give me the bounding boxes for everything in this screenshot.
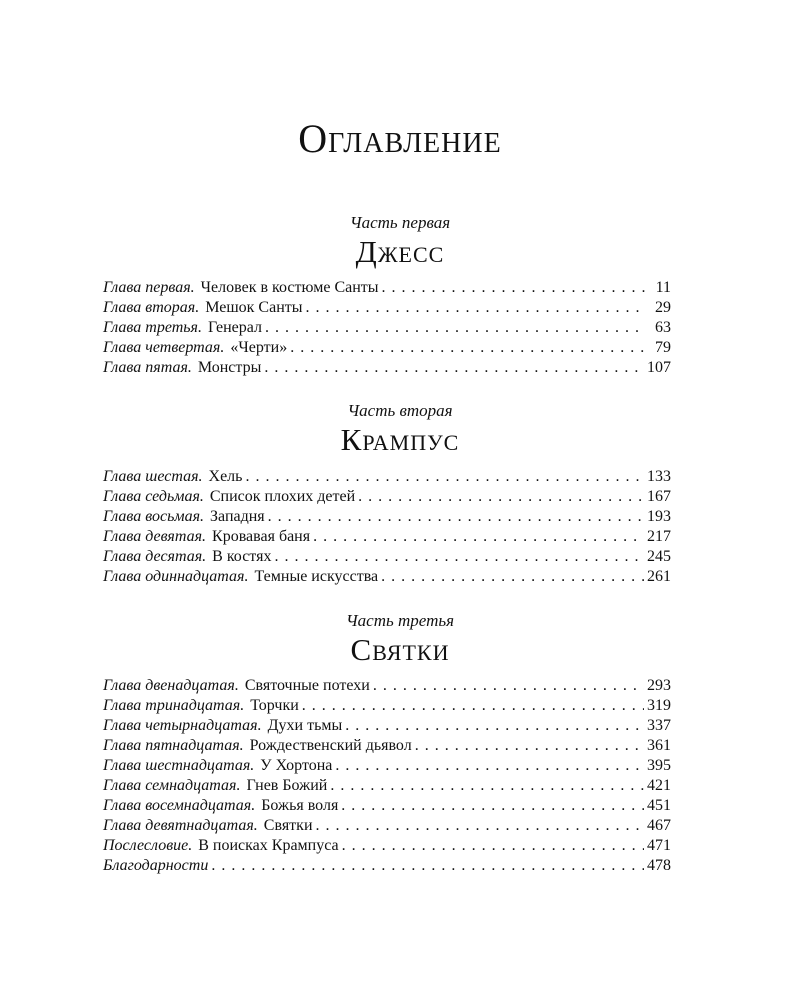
dot-leader [382, 278, 646, 298]
entry-name: «Черти» [230, 339, 288, 356]
part-heading [0, 213, 800, 270]
entry-name: Список плохих детей [209, 488, 356, 505]
entry-page: 467 [647, 817, 671, 834]
entry-lead: Глава шестнадцатая. [103, 757, 255, 774]
entry-page: 79 [655, 339, 671, 356]
entry-lead: Глава одиннадцатая. [103, 568, 249, 585]
toc-entry[interactable] [103, 298, 671, 318]
toc-entry[interactable] [103, 836, 671, 856]
entry-lead: Глава первая. [103, 279, 195, 296]
entry-lead: Глава двенадцатая. [103, 677, 239, 694]
entry-lead: Послесловие. [103, 837, 193, 854]
entry-name: У Хортона [260, 757, 333, 774]
dot-leader [341, 796, 644, 816]
entry-name: Святки [263, 817, 313, 834]
entry-lead: Глава вторая. [103, 299, 200, 316]
entry-lead: Глава девятнадцатая. [103, 817, 258, 834]
entry-lead: Глава девятая. [103, 528, 207, 545]
part-title: Святки [350, 632, 450, 667]
entry-page: 245 [647, 548, 671, 565]
entry-page: 63 [655, 319, 671, 336]
entry-name: Хель [208, 468, 243, 485]
toc-entry[interactable] [103, 776, 671, 796]
toc-list [103, 467, 671, 587]
entry-page: 421 [647, 777, 671, 794]
part-label: Часть первая [349, 213, 451, 232]
toc-entry[interactable] [103, 507, 671, 527]
entry-page: 261 [647, 568, 671, 585]
entry-page: 293 [647, 677, 671, 694]
entry-name: Генерал [207, 319, 263, 336]
toc-list [103, 278, 671, 378]
entry-lead: Глава четвертая. [103, 339, 225, 356]
dot-leader [245, 467, 644, 487]
toc-entry[interactable] [103, 676, 671, 696]
entry-name: Торчки [250, 697, 299, 714]
entry-lead: Благодарности [103, 857, 209, 874]
toc-entry[interactable] [103, 856, 671, 876]
toc-entry[interactable] [103, 716, 671, 736]
dot-leader [268, 507, 644, 527]
dot-leader [290, 338, 646, 358]
entry-lead: Глава пятая. [103, 359, 192, 376]
dot-leader [335, 756, 644, 776]
entry-page: 133 [647, 468, 671, 485]
toc-entry[interactable] [103, 318, 671, 338]
toc-entry[interactable] [103, 696, 671, 716]
toc-entry[interactable] [103, 527, 671, 547]
entry-name: Божья воля [261, 797, 339, 814]
entry-page: 193 [647, 508, 671, 525]
toc-entry[interactable] [103, 358, 671, 378]
toc-entry[interactable] [103, 487, 671, 507]
entry-page: 337 [647, 717, 671, 734]
toc-list [103, 676, 671, 876]
entry-page: 11 [655, 279, 671, 296]
entry-page: 217 [647, 528, 671, 545]
entry-name: Духи тьмы [267, 717, 343, 734]
dot-leader [373, 676, 644, 696]
page-title: Оглавление [298, 116, 502, 161]
entry-page: 395 [647, 757, 671, 774]
toc-entry[interactable] [103, 796, 671, 816]
part-title: Крампус [340, 422, 460, 457]
entry-name: Гнев Божий [246, 777, 328, 794]
dot-leader [381, 567, 644, 587]
entry-page: 29 [655, 299, 671, 316]
entry-name: В поисках Крампуса [198, 837, 339, 854]
part-label: Часть вторая [347, 401, 453, 420]
entry-lead: Глава семнадцатая. [103, 777, 241, 794]
entry-lead: Глава пятнадцатая. [103, 737, 244, 754]
entry-lead: Глава седьмая. [103, 488, 204, 505]
dot-leader [313, 527, 644, 547]
entry-name: Монстры [197, 359, 262, 376]
entry-lead: Глава восьмая. [103, 508, 205, 525]
entry-page: 107 [647, 359, 671, 376]
part-title: Джесс [355, 234, 445, 269]
entry-page: 451 [647, 797, 671, 814]
entry-name: Рождественский дьявол [249, 737, 412, 754]
dot-leader [302, 696, 644, 716]
entry-lead: Глава шестая. [103, 468, 203, 485]
part-heading [0, 401, 800, 458]
dot-leader [264, 358, 644, 378]
dot-leader [211, 856, 644, 876]
dot-leader [330, 776, 644, 796]
part-label: Часть третья [345, 611, 455, 630]
entry-page: 478 [647, 857, 671, 874]
dot-leader [316, 816, 645, 836]
dot-leader [306, 298, 647, 318]
dot-leader [358, 487, 644, 507]
entry-lead: Глава четырнадцатая. [103, 717, 262, 734]
dot-leader [345, 716, 644, 736]
part-heading [0, 611, 800, 668]
dot-leader [274, 547, 644, 567]
entry-name: В костях [212, 548, 272, 565]
entry-name: Темные искусства [254, 568, 379, 585]
toc-entry[interactable] [103, 816, 671, 836]
dot-leader [415, 736, 644, 756]
toc-entry[interactable] [103, 338, 671, 358]
entry-lead: Глава десятая. [103, 548, 207, 565]
entry-name: Святочные потехи [244, 677, 370, 694]
entry-page: 361 [647, 737, 671, 754]
dot-leader [265, 318, 646, 338]
toc-entry[interactable] [103, 547, 671, 567]
entry-name: Кровавая баня [212, 528, 311, 545]
entry-name: Западня [210, 508, 265, 525]
entry-lead: Глава третья. [103, 319, 202, 336]
entry-name: Мешок Санты [205, 299, 303, 316]
entry-page: 319 [647, 697, 671, 714]
entry-lead: Глава тринадцатая. [103, 697, 245, 714]
toc-entry[interactable] [103, 567, 671, 587]
entry-page: 471 [647, 837, 671, 854]
entry-page: 167 [647, 488, 671, 505]
dot-leader [342, 836, 644, 856]
entry-lead: Глава восемнадцатая. [103, 797, 256, 814]
entry-name: Человек в костюме Санты [200, 279, 379, 296]
toc-entry[interactable] [103, 736, 671, 756]
toc-entry[interactable] [103, 756, 671, 776]
toc-entry[interactable] [103, 278, 671, 298]
toc-entry[interactable] [103, 467, 671, 487]
